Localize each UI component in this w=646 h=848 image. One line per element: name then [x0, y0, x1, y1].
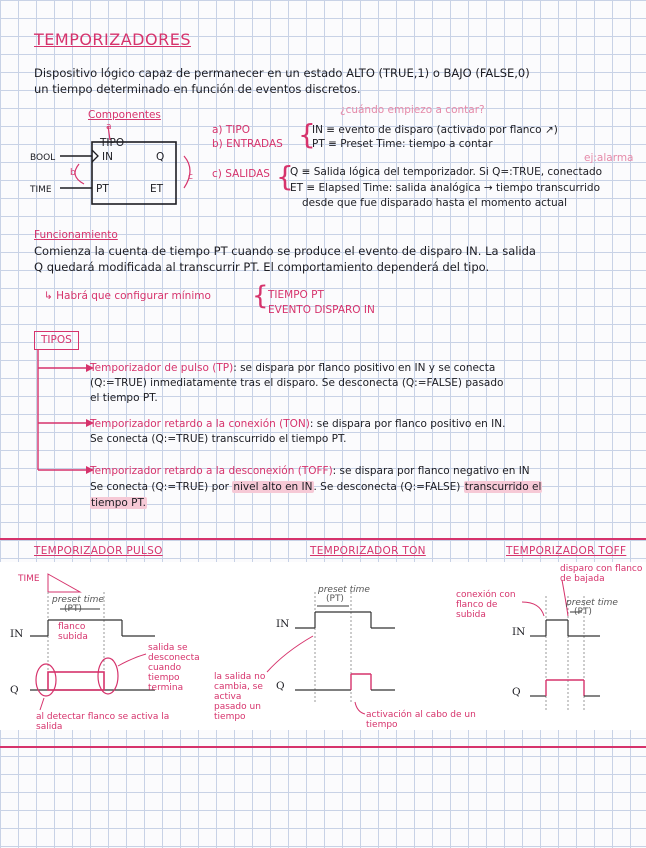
- item-b: b) ENTRADAS: [212, 138, 283, 150]
- toff-line-3-text: tiempo PT.: [91, 497, 146, 509]
- brace-entradas: {: [298, 118, 316, 151]
- brace-salidas: {: [276, 160, 294, 193]
- pulse-title: TEMPORIZADOR PULSO: [34, 545, 163, 557]
- config-2: EVENTO DISPARO IN: [268, 304, 375, 316]
- page-title: TEMPORIZADORES: [34, 30, 191, 49]
- divider-top: [0, 538, 646, 540]
- ton-left-note: la salida no cambia, se activa pasado un tiempo: [214, 672, 266, 722]
- et-definition-2: desde que fue disparado hasta el momento actual: [302, 197, 568, 209]
- pulse-bottom-note: al detectar flanco se activa la salida: [36, 712, 170, 732]
- pulse-time-label: TIME: [18, 574, 40, 584]
- pulse-q-label: Q: [10, 684, 19, 696]
- toff-line-1: [90, 465, 640, 478]
- brace-config: {: [252, 281, 269, 311]
- toff-top-note: disparo con flanco de bajada: [560, 564, 643, 584]
- toff-line-2d: transcurrido el: [464, 481, 542, 493]
- toff-line-2c: . Se desconecta (Q:=FALSE): [313, 481, 461, 493]
- intro-line-2: un tiempo determinado en función de eventos discretos.: [34, 82, 361, 96]
- components-heading: Componentes: [88, 109, 161, 121]
- tp-line-3: el tiempo PT.: [90, 392, 158, 404]
- ton-pt-label: (PT): [326, 594, 344, 604]
- block-in-label: IN: [102, 151, 113, 163]
- functioning-heading: Funcionamiento: [34, 229, 118, 241]
- timer-block-diagram: [24, 118, 214, 218]
- toff-left-note: conexión con flanco de subida: [456, 590, 516, 620]
- tipos-heading: TIPOS: [34, 331, 79, 350]
- functioning-line-2: Q quedará modificada al transcurrir PT. El comportamiento dependerá del tipo.: [34, 260, 490, 274]
- block-et-label: ET: [150, 183, 164, 195]
- ton-line-1: [90, 418, 640, 431]
- toff-title: TEMPORIZADOR TOFF: [506, 545, 627, 557]
- toff-line-2b: nivel alto en IN: [233, 481, 313, 493]
- block-time-label: TIME: [30, 185, 52, 195]
- ton-line-2: Se conecta (Q:=TRUE) transcurrido el tiempo PT.: [90, 433, 347, 445]
- block-q-label: Q: [156, 151, 165, 163]
- tp-rest-1: : se dispara por flanco positivo en IN y se conecta: [233, 362, 496, 374]
- toff-line-3: [90, 497, 147, 510]
- toff-q-label: Q: [512, 686, 521, 698]
- in-definition: IN ≡ evento de disparo (activado por flanco ↗): [312, 124, 558, 136]
- toff-line-2a: Se conecta (Q:=TRUE) por: [90, 481, 230, 493]
- ton-name: Temporizador retardo a la conexión (TON): [90, 418, 310, 430]
- functioning-line-1: Comienza la cuenta de tiempo PT cuando se produce el evento de disparo IN. La salida: [34, 244, 536, 258]
- block-bool-label: BOOL: [30, 153, 56, 163]
- pulse-pt-label: (PT): [64, 604, 82, 614]
- config-prefix: ↳ Habrá que configurar mínimo: [44, 290, 211, 302]
- question-note: ¿cuándo empiezo a contar?: [340, 104, 485, 116]
- block-c-label: c: [188, 172, 193, 182]
- pulse-in-label: IN: [10, 628, 24, 640]
- ton-title: TEMPORIZADOR TON: [310, 545, 426, 557]
- block-pt-label: PT: [96, 183, 109, 195]
- pulse-right-note: salida se desconecta cuando tiempo termina: [148, 643, 200, 693]
- block-tipo-label: TIPO: [100, 137, 125, 149]
- toff-diagram: [450, 562, 646, 730]
- ton-preset-label: preset time: [318, 585, 370, 595]
- pt-definition: PT ≡ Preset Time: tiempo a contar: [312, 138, 493, 150]
- ton-rest-1: : se dispara por flanco positivo en IN.: [309, 418, 506, 430]
- pulse-preset-label: preset time: [52, 595, 104, 605]
- toff-pt-label: (PT): [574, 607, 592, 617]
- q-definition: Q ≡ Salida lógica del temporizador. Si Q=:TRUE, conectado: [290, 166, 603, 178]
- block-b-label: b: [70, 168, 76, 178]
- config-1: TIEMPO PT: [268, 289, 324, 301]
- item-c: c) SALIDAS: [212, 168, 270, 180]
- toff-in-label: IN: [512, 626, 526, 638]
- toff-preset-label: preset time: [566, 598, 618, 608]
- pulse-flanco-note: flanco subida: [58, 622, 88, 642]
- ton-bottom-note: activación al cabo de un tiempo: [366, 710, 476, 730]
- divider-bottom: [0, 746, 646, 748]
- alarm-note: ej:alarma: [584, 152, 634, 164]
- block-a-label: a: [106, 122, 112, 132]
- et-definition: ET ≡ Elapsed Time: salida analógica → tiempo transcurrido: [290, 182, 601, 194]
- tp-line-2: (Q:=TRUE) inmediatamente tras el disparo. Se desconecta (Q:=FALSE) pasado: [90, 377, 504, 389]
- toff-line-2: [90, 481, 640, 494]
- intro-line-1: Dispositivo lógico capaz de permanecer en un estado ALTO (TRUE,1) o BAJO (FALSE,0): [34, 66, 530, 80]
- toff-name: Temporizador retardo a la desconexión (TOFF): [90, 465, 333, 477]
- toff-rest-1: : se dispara por flanco negativo en IN: [332, 465, 530, 477]
- tp-line-1: [90, 362, 640, 375]
- ton-in-label: IN: [276, 618, 290, 630]
- ton-q-label: Q: [276, 680, 285, 692]
- tp-name: Temporizador de pulso (TP): [90, 362, 234, 374]
- item-a: a) TIPO: [212, 124, 250, 136]
